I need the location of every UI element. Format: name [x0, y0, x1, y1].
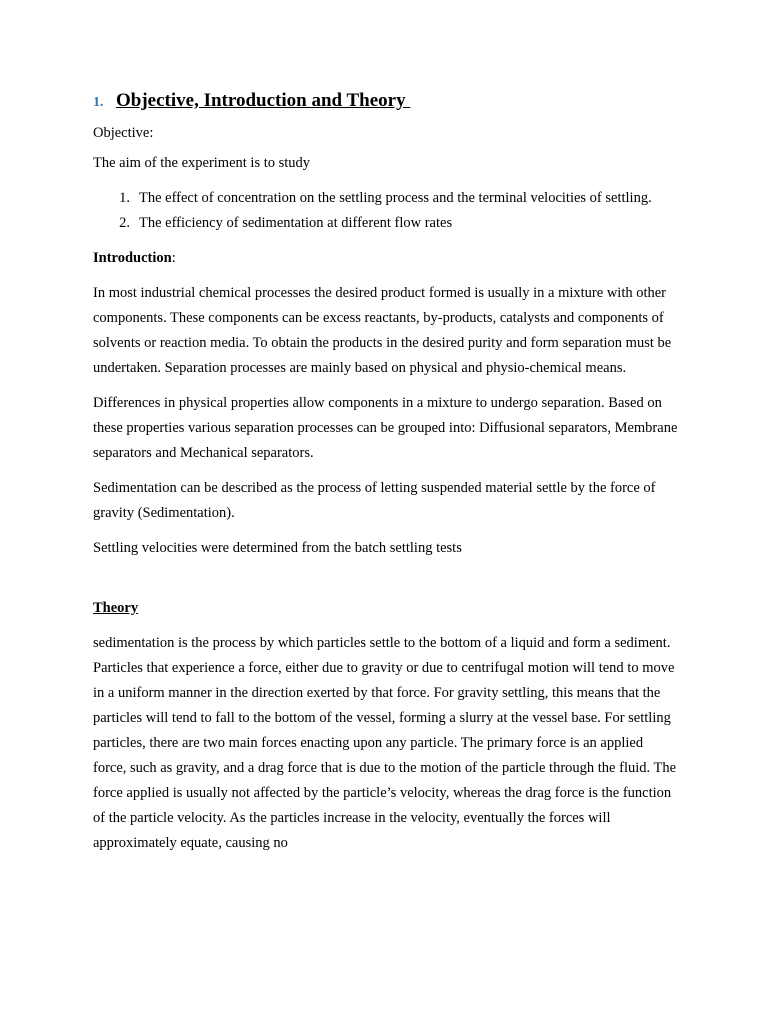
list-item-number: 2. [119, 215, 130, 231]
introduction-paragraph: Sedimentation can be described as the process of letting suspended material settle by the force of gravity (Sedimentation). [93, 480, 656, 521]
list-item [93, 186, 678, 211]
objective-list [93, 186, 678, 236]
section-title: Objective, Introduction and Theory [116, 90, 411, 111]
introduction-heading [93, 246, 678, 271]
introduction-label: Introduction [93, 250, 172, 266]
section-number: 1. [93, 95, 104, 110]
list-item [93, 211, 678, 236]
theory-heading: Theory [93, 600, 139, 616]
objective-aim: The aim of the experiment is to study [93, 155, 311, 171]
list-item-number: 1. [119, 190, 130, 206]
introduction-paragraph: Differences in physical properties allow components in a mixture to undergo separation. Based on these properties various separation processes can be grouped into: Diffusional separators, Membrane separators and Mechanical separators. [93, 395, 678, 461]
introduction-paragraph: In most industrial chemical processes the desired product formed is usually in a mixture with other components. These components can be excess reactants, by-products, catalysts and components of solvents or reaction media. To obtain the products in the desired purity and form separation must be undertaken. Separation processes are mainly based on physical and physio-chemical means. [93, 285, 672, 376]
section-heading [93, 90, 678, 112]
introduction-label-suffix: : [171, 250, 176, 266]
objective-label: Objective: [93, 125, 154, 141]
theory-paragraph: sedimentation is the process by which particles settle to the bottom of a liquid and form a sediment. Particles that experience a force, either due to gravity or due to centrifugal motion will tend to move in a uniform manner in the direction exerted by that force. For gravity settling, this means that the particles will tend to fall to the bottom of the vessel, forming a slurry at the vessel base. For settling particles, there are two main forces enacting upon any particle. The primary force is an applied force, such as gravity, and a drag force that is due to the motion of the particle through the fluid. The force applied is usually not affected by the particle’s velocity, whereas the drag force is the function of the particle velocity. As the particles increase in the velocity, eventually the forces will approximately equate, causing no [93, 635, 677, 851]
list-item-text: The efficiency of sedimentation at different flow rates [139, 215, 453, 231]
list-item-text: The effect of concentration on the settling process and the terminal velocities of settling. [139, 190, 652, 206]
introduction-paragraph: Settling velocities were determined from the batch settling tests [93, 540, 462, 556]
document-page [93, 90, 678, 856]
